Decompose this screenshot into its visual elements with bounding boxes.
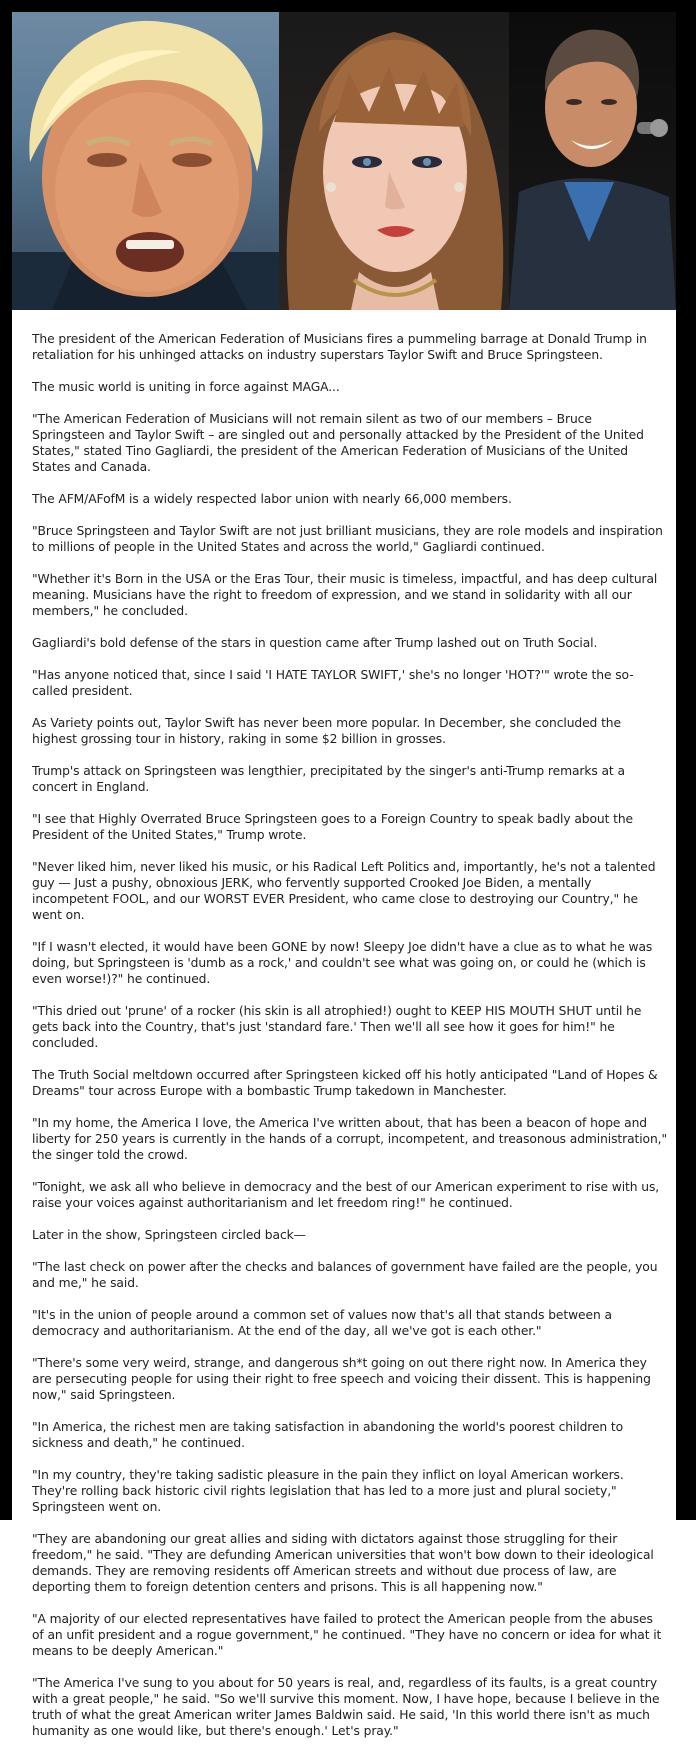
article-paragraph: "They are abandoning our great allies and siding with dictators against those struggling for their freedom," he said. "They are defunding American universities that won't bow down to their ideological demands. They are removing residents off American streets and without due process of law, are deporting them to foreign detention centers and prisons. This is all happening now."	[32, 1532, 654, 1594]
article-paragraph: "It's in the union of people around a common set of values now that's all that stands between a democracy and authoritarianism. At the end of the day, all we've got is each other."	[32, 1308, 612, 1338]
article-paragraph: As Variety points out, Taylor Swift has never been more popular. In December, she concluded the highest grossing tour in history, raking in some $2 billion in grosses.	[32, 716, 621, 746]
article-paragraph: "In my home, the America I love, the America I've written about, that has been a beacon of hope and liberty for 250 years is currently in the hands of a corrupt, incompetent, and treasonous administration," the singer told the crowd.	[32, 1116, 668, 1162]
article-paragraph: "In America, the richest men are taking satisfaction in abandoning the world's poorest children to sickness and death," he continued.	[32, 1420, 624, 1450]
article-paragraph: The president of the American Federation of Musicians fires a pummeling barrage at Donald Trump in retaliation for his unhinged attacks on industry superstars Taylor Swift and Bruce Springsteen.	[32, 332, 647, 362]
article-paragraph: "I see that Highly Overrated Bruce Springsteen goes to a Foreign Country to speak badly about the President of the United States," Trump wrote.	[32, 812, 634, 842]
article-paragraph: "Has anyone noticed that, since I said 'I HATE TAYLOR SWIFT,' she's no longer 'HOT?'" wrote the so-called president.	[32, 668, 634, 698]
article-paragraph: Later in the show, Springsteen circled back—	[32, 1228, 306, 1242]
article-paragraph: "If I wasn't elected, it would have been GONE by now! Sleepy Joe didn't have a clue as to what he was doing, but Springsteen is 'dumb as a rock,' and couldn't see what was going on, or could he (which is even worse!)?" he continued.	[32, 940, 653, 986]
article-paragraph: Trump's attack on Springsteen was lengthier, precipitated by the singer's anti-Trump remarks at a concert in England.	[32, 764, 625, 794]
article-paragraph: "Whether it's Born in the USA or the Eras Tour, their music is timeless, impactful, and has deep cultural meaning. Musicians have the right to freedom of expression, and we stand in solidarity with all our members," he concluded.	[32, 572, 658, 618]
article-paragraph: "There's some very weird, strange, and dangerous sh*t going on out there right now. In America they are persecuting people for using their right to free speech and voicing their dissent. This is happening now," said Springsteen.	[32, 1356, 651, 1402]
article-paragraph: "This dried out 'prune' of a rocker (his skin is all atrophied!) ought to KEEP HIS MOUTH SHUT until he gets back into the Country, that's just 'standard fare.' Then we'll all see how it goes for him!" he concluded.	[32, 1004, 642, 1050]
article-paragraph: "The America I've sung to you about for 50 years is real, and, regardless of its faults, is a great country with a great people," he said. "So we'll survive this moment. Now, I have hope, because I believe in the truth of what the great American writer James Baldwin said. He said, 'In this world there isn't as much humanity as one would like, but there's enough.' Let's pray."	[32, 1676, 660, 1738]
article-paragraph: "Tonight, we ask all who believe in democracy and the best of our American experiment to rise with us, raise your voices against authoritarianism and let freedom ring!" he continued.	[32, 1180, 660, 1210]
article-paragraph: The music world is uniting in force against MAGA...	[32, 380, 340, 394]
article-paragraph: The AFM/AFofM is a widely respected labor union with nearly 66,000 members.	[32, 492, 512, 506]
header-photo-collage	[12, 12, 676, 310]
article-body	[12, 310, 676, 1753]
article-paragraph: "Never liked him, never liked his music, or his Radical Left Politics and, importantly, he's not a talented guy — Just a pushy, obnoxious JERK, who fervently supported Crooked Joe Biden, a mentally incompetent FOOL, and our WORST EVER President, who came close to destroying our Country," he went on.	[32, 860, 656, 922]
article-paragraph: "Bruce Springsteen and Taylor Swift are not just brilliant musicians, they are role models and inspiration to millions of people in the United States and across the world," Gagliardi continued.	[32, 524, 663, 554]
article-paragraph: "In my country, they're taking sadistic pleasure in the pain they inflict on loyal American workers. They're rolling back historic civil rights legislation that has led to a more just and plural society," Springsteen went on.	[32, 1468, 624, 1514]
portrait-bruce-springsteen	[509, 12, 676, 310]
article-paragraph: "A majority of our elected representatives have failed to protect the American people from the abuses of an unfit president and a rogue government," he continued. "They have no concern or idea for what it means to be deeply American."	[32, 1612, 662, 1658]
portrait-taylor-swift	[279, 12, 509, 310]
portrait-donald-trump	[12, 12, 279, 310]
article-paragraph: Gagliardi's bold defense of the stars in question came after Trump lashed out on Truth Social.	[32, 636, 598, 650]
article-paragraph: "The American Federation of Musicians will not remain silent as two of our members – Bruce Springsteen and Taylor Swift – are singled out and personally attacked by the President of the United States," stated Tino Gagliardi, the president of the American Federation of Musicians of the United States and Canada.	[32, 412, 644, 474]
article-paragraph: "The last check on power after the checks and balances of government have failed are the people, you and me," he said.	[32, 1260, 658, 1290]
article-paragraph: The Truth Social meltdown occurred after Springsteen kicked off his hotly anticipated "Land of Hopes & Dreams" tour across Europe with a bombastic Trump takedown in Manchester.	[32, 1068, 658, 1098]
